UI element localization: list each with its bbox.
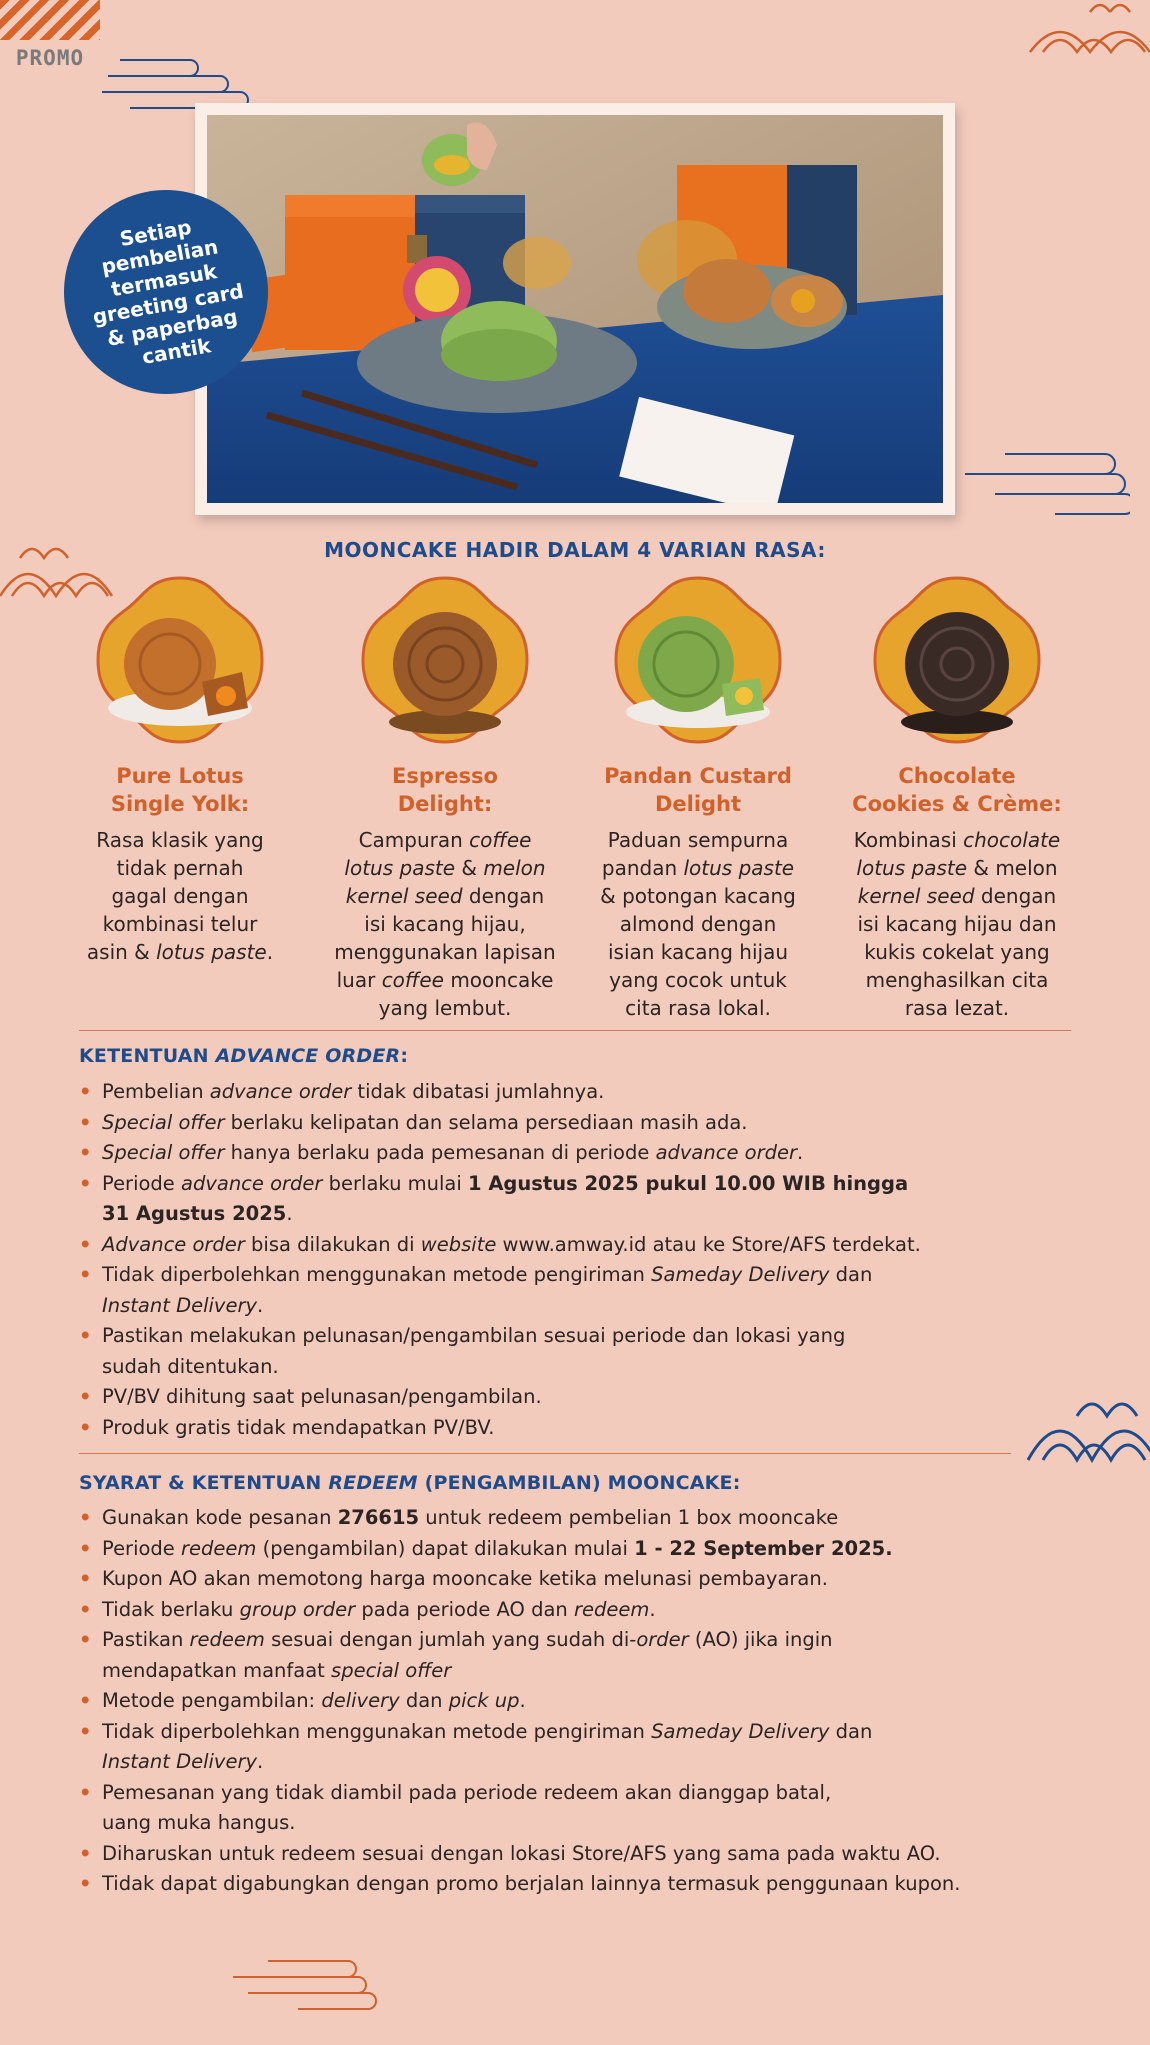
cloud-line-right bbox=[955, 448, 1130, 530]
advance-rule-item: • Special offer berlaku kelipatan dan selama persediaan masih ada. bbox=[78, 1108, 1078, 1139]
hero-photo-frame bbox=[195, 103, 955, 515]
variant-description: Rasa klasik yang tidak pernah gagal dengan kombinasi telur asin & lotus paste. bbox=[86, 828, 274, 964]
redeem-rule-item: • Diharuskan untuk redeem sesuai dengan lokasi Store/AFS yang sama pada waktu AO. bbox=[78, 1839, 1078, 1870]
redeem-rule-item: • Tidak berlaku group order pada periode AO dan redeem. bbox=[78, 1595, 1078, 1626]
redeem-rule-item: • Metode pengambilan: delivery dan pick up. bbox=[78, 1686, 1078, 1717]
redeem-rule-item: • Pastikan redeem sesuai dengan jumlah yang sudah di-order (AO) jika ingin mendapatkan manfaat special offer bbox=[78, 1625, 1078, 1686]
gift-info-badge bbox=[64, 190, 268, 394]
variant-name-line-2: Delight: bbox=[397, 792, 493, 816]
variant-name-line-2: Single Yolk: bbox=[110, 792, 250, 816]
advance-rule-item: • Advance order bisa dilakukan di website www.amway.id atau ke Store/AFS terdekat. bbox=[78, 1230, 1078, 1261]
variant-pandan bbox=[573, 572, 823, 1022]
promo-label: PROMO bbox=[15, 46, 85, 70]
advance-rule-item: • Periode advance order berlaku mulai 1 Agustus 2025 pukul 10.00 WIB hingga 31 Agustus 2025. bbox=[78, 1169, 1078, 1230]
advance-rule-item: • PV/BV dihitung saat pelunasan/pengambilan. bbox=[78, 1382, 1078, 1413]
variant-name-line-1: Pure Lotus bbox=[116, 764, 244, 788]
variants-heading: MOONCAKE HADIR DALAM 4 VARIAN RASA: bbox=[324, 538, 826, 562]
advance-rule-item: • Tidak diperbolehkan menggunakan metode pengiriman Sameday Delivery dan Instant Delivery. bbox=[78, 1260, 1078, 1321]
advance-rule-item: • Special offer hanya berlaku pada pemesanan di periode advance order. bbox=[78, 1138, 1078, 1169]
redeem-rule-item: • Periode redeem (pengambilan) dapat dilakukan mulai 1 - 22 September 2025. bbox=[78, 1534, 1078, 1565]
variant-name bbox=[573, 762, 823, 818]
advance-rule-item: • Produk gratis tidak mendapatkan PV/BV. bbox=[78, 1413, 1078, 1444]
advance-order-title: KETENTUAN ADVANCE ORDER: bbox=[79, 1045, 409, 1067]
variant-chocolate bbox=[832, 572, 1082, 1022]
promo-stripes bbox=[0, 0, 100, 40]
promo-badge bbox=[0, 0, 100, 75]
variant-description: Kombinasi chocolate lotus paste & melon kernel seed dengan isi kacang hijau dan kukis cokelat yang menghasilkan cita rasa lezat. bbox=[853, 828, 1061, 1020]
advance-rule-item: • Pastikan melakukan pelunasan/pengambilan sesuai periode dan lokasi yang sudah ditentukan. bbox=[78, 1321, 1078, 1382]
section-divider bbox=[79, 1453, 1011, 1454]
variant-name bbox=[55, 762, 305, 818]
variant-name-line-1: Chocolate bbox=[898, 764, 1016, 788]
variant-description: Paduan sempurna pandan lotus paste & potongan kacang almond dengan isian kacang hijau yang cocok untuk cita rasa lokal. bbox=[600, 828, 796, 1020]
variant-name-line-2: Cookies & Crème: bbox=[852, 792, 1062, 816]
redeem-rule-item: • Tidak diperbolehkan menggunakan metode pengiriman Sameday Delivery dan Instant Delivery. bbox=[78, 1717, 1078, 1778]
section-divider bbox=[79, 1030, 1071, 1031]
redeem-rule-item: • Kupon AO akan memotong harga mooncake ketika melunasi pembayaran. bbox=[78, 1564, 1078, 1595]
variant-pure-lotus bbox=[55, 572, 305, 966]
redeem-rule-item: • Gunakan kode pesanan 276615 untuk redeem pembelian 1 box mooncake bbox=[78, 1503, 1078, 1534]
variant-description: Campuran coffee lotus paste & melon kernel seed dengan isi kacang hijau, menggunakan lapisan luar coffee mooncake yang lembut. bbox=[334, 828, 556, 1020]
redeem-rule-item: • Tidak dapat digabungkan dengan promo berjalan lainnya termasuk penggunaan kupon. bbox=[78, 1869, 1078, 1900]
hero-photo bbox=[207, 115, 943, 503]
variant-espresso bbox=[320, 572, 570, 1022]
gift-info-text: Setiap pembelian termasuk greeting card & paperbag cantik bbox=[90, 214, 246, 369]
redeem-rule-item: • Pemesanan yang tidak diambil pada periode redeem akan dianggap batal, uang muka hangus. bbox=[78, 1778, 1078, 1839]
cloud-line-bottom bbox=[228, 1955, 378, 2020]
wave-pattern-top-right bbox=[1025, 0, 1150, 60]
variant-name-line-1: Pandan Custard bbox=[604, 764, 792, 788]
variant-image bbox=[357, 572, 533, 748]
variant-image bbox=[92, 572, 268, 748]
variant-name bbox=[320, 762, 570, 818]
redeem-rules bbox=[78, 1503, 1078, 1900]
variant-image bbox=[869, 572, 1045, 748]
advance-rule-item: • Pembelian advance order tidak dibatasi jumlahnya. bbox=[78, 1077, 1078, 1108]
advance-order-rules bbox=[78, 1077, 1078, 1443]
redeem-title: SYARAT & KETENTUAN REDEEM (PENGAMBILAN) MOONCAKE: bbox=[79, 1472, 741, 1494]
variant-name-line-1: Espresso bbox=[392, 764, 498, 788]
variant-name-line-2: Delight bbox=[654, 792, 742, 816]
variant-image bbox=[610, 572, 786, 748]
variant-name bbox=[832, 762, 1082, 818]
